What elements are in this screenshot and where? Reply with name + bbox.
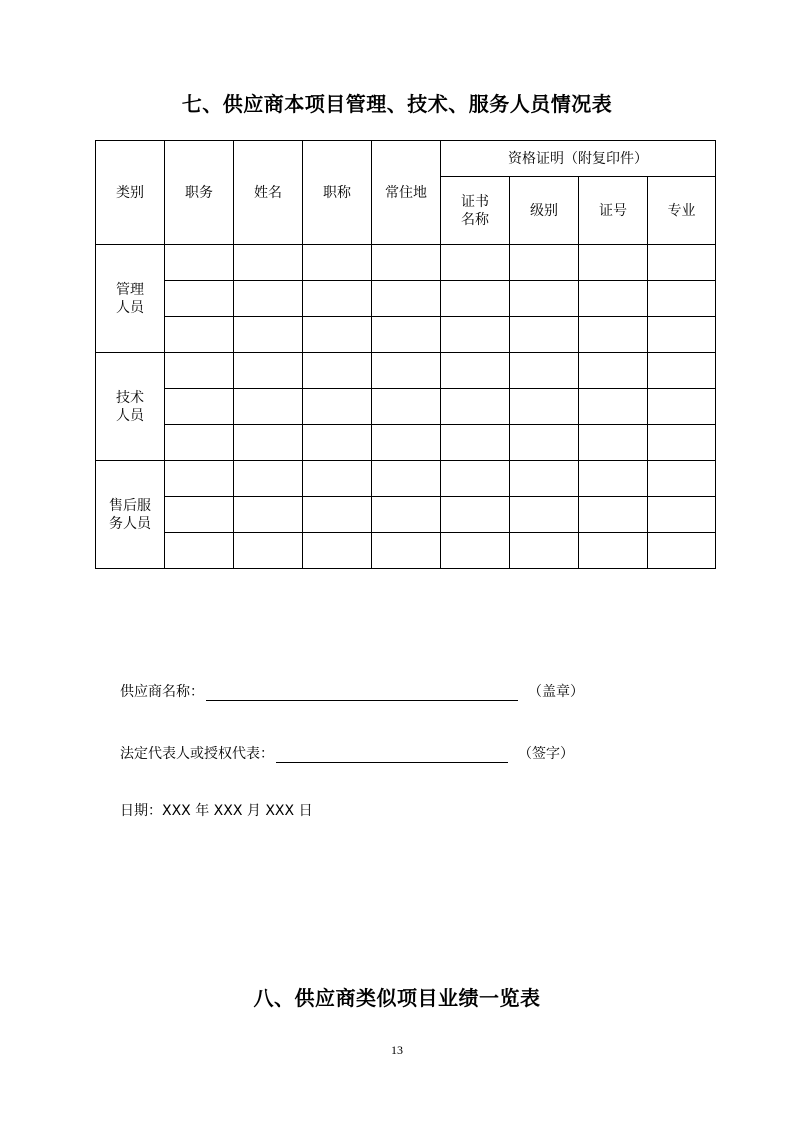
table-cell[interactable] xyxy=(510,533,579,569)
table-cell[interactable] xyxy=(303,245,372,281)
table-cell[interactable] xyxy=(165,317,234,353)
table-cell[interactable] xyxy=(648,497,716,533)
table-cell[interactable] xyxy=(510,317,579,353)
table-cell[interactable] xyxy=(165,353,234,389)
table-cell[interactable] xyxy=(648,353,716,389)
table-cell[interactable] xyxy=(648,317,716,353)
table-cell[interactable] xyxy=(510,245,579,281)
table-cell[interactable] xyxy=(165,533,234,569)
table-cell[interactable] xyxy=(234,425,303,461)
header-residence: 常住地 xyxy=(372,141,441,245)
representative-line xyxy=(120,743,574,763)
group-label-technical: 技术 人员 xyxy=(96,353,165,461)
table-cell[interactable] xyxy=(372,533,441,569)
table-cell[interactable] xyxy=(441,389,510,425)
section-7-title: 七、供应商本项目管理、技术、服务人员情况表 xyxy=(181,92,613,116)
table-cell[interactable] xyxy=(441,245,510,281)
table-cell[interactable] xyxy=(234,281,303,317)
table-cell[interactable] xyxy=(303,389,372,425)
supplier-name-label: 供应商名称： xyxy=(120,684,204,700)
table-cell[interactable] xyxy=(372,461,441,497)
table-cell[interactable] xyxy=(648,533,716,569)
table-cell[interactable] xyxy=(441,497,510,533)
table-cell[interactable] xyxy=(648,281,716,317)
table-cell[interactable] xyxy=(579,245,648,281)
table-cell[interactable] xyxy=(510,461,579,497)
table-cell[interactable] xyxy=(441,533,510,569)
table-cell[interactable] xyxy=(441,281,510,317)
header-title: 职称 xyxy=(303,141,372,245)
table-cell[interactable] xyxy=(303,497,372,533)
header-cert-no: 证号 xyxy=(579,177,648,245)
table-cell[interactable] xyxy=(303,317,372,353)
table-cell[interactable] xyxy=(165,425,234,461)
table-cell[interactable] xyxy=(510,281,579,317)
supplier-name-line xyxy=(120,681,584,701)
table-cell[interactable] xyxy=(234,317,303,353)
table-cell[interactable] xyxy=(372,317,441,353)
table-cell[interactable] xyxy=(165,497,234,533)
signature-note: （签字） xyxy=(518,746,574,762)
table-cell[interactable] xyxy=(510,389,579,425)
header-major: 专业 xyxy=(648,177,716,245)
table-cell[interactable] xyxy=(579,461,648,497)
table-cell[interactable] xyxy=(579,425,648,461)
group-label-management: 管理 人员 xyxy=(96,245,165,353)
header-position: 职务 xyxy=(165,141,234,245)
section-8-title: 八、供应商类似项目业绩一览表 xyxy=(253,986,541,1010)
table-cell[interactable] xyxy=(234,389,303,425)
table-cell[interactable] xyxy=(648,245,716,281)
seal-note: （盖章） xyxy=(528,684,584,700)
table-cell[interactable] xyxy=(510,497,579,533)
representative-field[interactable] xyxy=(276,748,508,763)
table-cell[interactable] xyxy=(648,461,716,497)
header-cert-name: 证书 名称 xyxy=(441,177,510,245)
staff-table xyxy=(95,140,716,569)
date-line: 日期：XXX 年 XXX 月 XXX 日 xyxy=(120,803,313,819)
table-cell[interactable] xyxy=(579,281,648,317)
table-cell[interactable] xyxy=(165,389,234,425)
supplier-name-field[interactable] xyxy=(206,686,518,701)
table-cell[interactable] xyxy=(234,497,303,533)
table-cell[interactable] xyxy=(579,389,648,425)
table-cell[interactable] xyxy=(165,281,234,317)
table-cell[interactable] xyxy=(372,425,441,461)
table-cell[interactable] xyxy=(510,425,579,461)
table-cell[interactable] xyxy=(648,425,716,461)
table-cell[interactable] xyxy=(303,533,372,569)
header-level: 级别 xyxy=(510,177,579,245)
table-cell[interactable] xyxy=(303,461,372,497)
table-cell[interactable] xyxy=(579,317,648,353)
table-cell[interactable] xyxy=(441,425,510,461)
table-cell[interactable] xyxy=(372,245,441,281)
group-label-after-sales: 售后服 务人员 xyxy=(96,461,165,569)
table-cell[interactable] xyxy=(441,461,510,497)
table-cell[interactable] xyxy=(510,353,579,389)
header-qualification: 资格证明（附复印件） xyxy=(441,141,716,177)
table-cell[interactable] xyxy=(441,317,510,353)
table-cell[interactable] xyxy=(303,353,372,389)
table-cell[interactable] xyxy=(303,425,372,461)
table-cell[interactable] xyxy=(372,497,441,533)
table-cell[interactable] xyxy=(579,353,648,389)
header-category: 类别 xyxy=(96,141,165,245)
table-cell[interactable] xyxy=(441,353,510,389)
representative-label: 法定代表人或授权代表： xyxy=(120,746,274,762)
table-cell[interactable] xyxy=(372,389,441,425)
table-cell[interactable] xyxy=(234,461,303,497)
table-cell[interactable] xyxy=(234,245,303,281)
table-cell[interactable] xyxy=(165,461,234,497)
page-number: 13 xyxy=(391,1043,403,1057)
table-cell[interactable] xyxy=(234,353,303,389)
table-cell[interactable] xyxy=(165,245,234,281)
table-cell[interactable] xyxy=(234,533,303,569)
table-cell[interactable] xyxy=(579,533,648,569)
table-cell[interactable] xyxy=(372,281,441,317)
table-cell[interactable] xyxy=(648,389,716,425)
table-cell[interactable] xyxy=(303,281,372,317)
table-cell[interactable] xyxy=(579,497,648,533)
header-name: 姓名 xyxy=(234,141,303,245)
table-cell[interactable] xyxy=(372,353,441,389)
